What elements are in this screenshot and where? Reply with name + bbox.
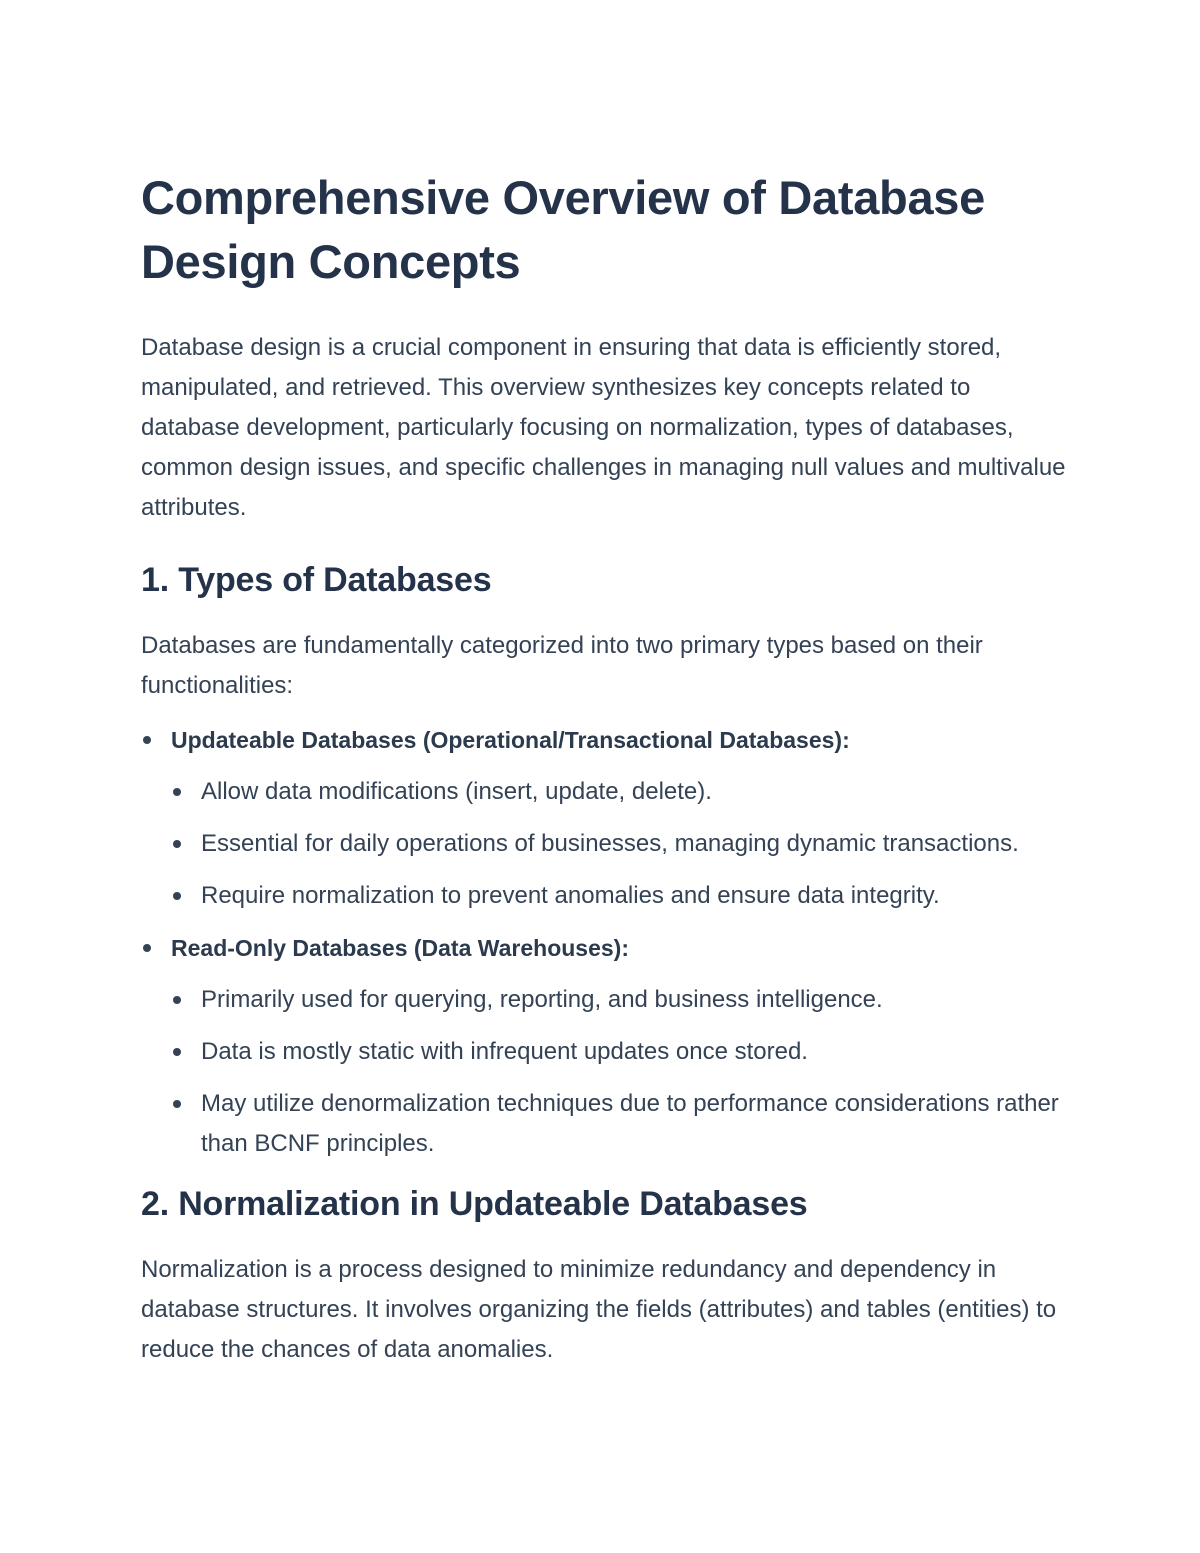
sub-list xyxy=(171,980,1071,1164)
list-item-updateable-databases xyxy=(141,720,1071,916)
bullet-icon xyxy=(173,996,181,1004)
bullet-icon xyxy=(173,1100,181,1108)
list-item-text: Essential for daily operations of businesses, managing dynamic transactions. xyxy=(201,830,1019,857)
section-heading-normalization: 2. Normalization in Updateable Databases xyxy=(141,1185,808,1223)
bullet-icon xyxy=(173,840,181,848)
list-item-text: Allow data modifications (insert, update, delete). xyxy=(201,778,712,805)
list-item-label: Updateable Databases (Operational/Transactional Databases): xyxy=(171,727,850,753)
list-item-read-only-databases xyxy=(141,928,1071,1164)
section-intro-types-of-databases: Databases are fundamentally categorized into two primary types based on their functionalities: xyxy=(141,632,983,699)
list-item-text: Require normalization to prevent anomalies and ensure data integrity. xyxy=(201,882,940,909)
list-item xyxy=(171,824,1071,864)
bullet-icon xyxy=(143,736,151,744)
document-page xyxy=(141,166,1071,1370)
sub-list xyxy=(171,772,1071,916)
list-item xyxy=(171,876,1071,916)
bullet-icon xyxy=(173,788,181,796)
list-item-text: Data is mostly static with infrequent updates once stored. xyxy=(201,1038,808,1065)
document-title: Comprehensive Overview of Database Design Concepts xyxy=(141,171,985,288)
bullet-icon xyxy=(173,1048,181,1056)
list-item-label: Read-Only Databases (Data Warehouses): xyxy=(171,935,630,961)
list-item-text: May utilize denormalization techniques due to performance considerations rather than BCNF principles. xyxy=(201,1090,1059,1157)
section-heading-types-of-databases: 1. Types of Databases xyxy=(141,561,492,599)
list-item xyxy=(171,1084,1071,1164)
database-types-list xyxy=(141,720,1071,1164)
list-item-text: Primarily used for querying, reporting, and business intelligence. xyxy=(201,986,883,1013)
list-item xyxy=(171,980,1071,1020)
list-item xyxy=(171,772,1071,812)
bullet-icon xyxy=(143,944,151,952)
list-item xyxy=(171,1032,1071,1072)
bullet-icon xyxy=(173,892,181,900)
intro-paragraph: Database design is a crucial component in ensuring that data is efficiently stored, manipulated, and retrieved. This overview synthesizes key concepts related to database development, particularly focusing on normalization, types of databases, common design issues, and specific challenges in managing null values and multivalue attributes. xyxy=(141,334,1066,521)
section-intro-normalization: Normalization is a process designed to minimize redundancy and dependency in database structures. It involves organizing the fields (attributes) and tables (entities) to reduce the chances of data anomalies. xyxy=(141,1256,1057,1363)
